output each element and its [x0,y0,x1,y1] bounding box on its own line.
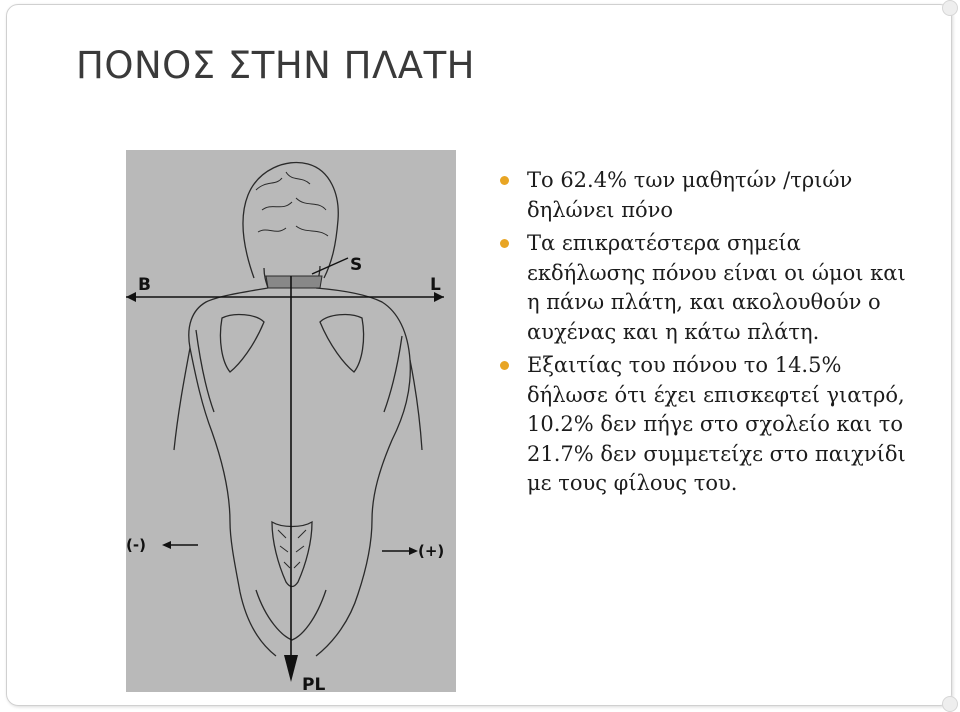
bullet-text: Τα επικρατέστερα σημεία εκδήλωσης πόνου είναι οι ώμοι και η πάνω πλάτη, και ακολουθούν ο αυχένας και η κάτω πλάτη. [527,231,906,344]
back-posture-illustration [126,150,456,692]
bullet-list [500,166,920,503]
label-pl: PL [302,675,326,692]
back-diagram [126,150,456,692]
label-l: L [430,275,441,295]
bullet-dot-icon [500,361,509,370]
bullet-dot-icon [500,176,509,185]
label-b: B [138,275,151,295]
corner-decoration [942,0,958,16]
label-plus: (+) [418,542,445,560]
bullet-item [500,229,920,347]
bullet-text: Το 62.4% των μαθητών /τριών δηλώνει πόνο [527,168,853,222]
slide-title: ΠΟΝΟΣ ΣΤΗΝ ΠΛΑΤΗ [76,44,475,87]
bullet-dot-icon [500,239,509,248]
bullet-item [500,351,920,499]
corner-decoration [942,696,958,712]
bullet-text: Εξαιτίας του πόνου το 14.5% δήλωσε ότι έχει επισκεφτεί γιατρό, 10.2% δεν πήγε στο σχολείο και το 21.7% δεν συμμετείχε στο παιχνίδι με τους φίλους του. [527,353,906,495]
label-minus: (-) [126,536,146,554]
neck-marker [266,276,322,288]
label-s: S [350,255,363,275]
bullet-item [500,166,920,225]
